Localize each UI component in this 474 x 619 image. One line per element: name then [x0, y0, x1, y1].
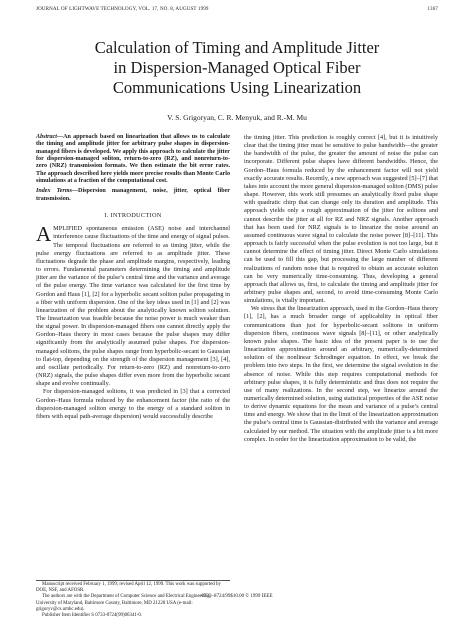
intro-paragraph-1	[36, 222, 230, 388]
footnote-manuscript: Manuscript received February 1, 1999; revised April 12, 1999. This work was supported by DOE, NSF, and AFOSR.	[36, 582, 221, 594]
right-column	[244, 134, 438, 444]
author-list: V. S. Grigoryan, C. R. Menyuk, and R.-M. Mu	[167, 113, 307, 122]
paper-title	[40, 38, 434, 98]
right-paragraph-1: the timing jitter. This prediction is roughly correct [4], but it is intuitively clear that the timing jitter must be sensitive to pulse bandwidth—the greater the bandwidth of the pulse, the greater the amount of noise the pulse can incorporate. Different pulse shapes have different bandwidths. Hence, the Gordon–Haus formula reduced by the enhancement factor will not yield exactly accurate results. Recently, a new approach was suggested [5]–[7] that takes into account the more general dispersion-managed soliton (DMS) pulse shape. However, this work still presumes an analytically fixed pulse shape with quadratic chirp that can change only its duration and amplitude. This approach yields only a rough approximation of the jitter for solitons and cannot describe the jitter at all for RZ and NRZ signals. Another approach that has been used for NRZ signals is to linearize the noise around an assumed continuous wave signal to calculate the noise power [8]–[11]. This approach is fairly successful when the pulse evolution is not too large, but it cannot determine the effect of timing jitter. Direct Monte Carlo simulations can be used to fill this gap, but processing the large number of different realizations of random noise that is required to obtain an accurate solution can be very numerically time-consuming. Thus, developing a general approach that allows us, first, to calculate the timing and amplitude jitter for arbitrary pulse shapes and, second, to avoid time-consuming Monte Carlo simulations, is vitally important.	[244, 134, 438, 305]
abstract	[36, 134, 230, 185]
title-line-2: in Dispersion-Managed Optical Fiber	[113, 58, 361, 77]
running-header	[36, 7, 438, 17]
footnote-affiliation: The authors are with the Department of Computer Science and Electrical Engineering, University of Maryland, Baltimore County, Baltimore, MD 21228 USA (e-mail: grigoryv@cs.umbc.edu).	[36, 594, 211, 612]
footnotes	[36, 580, 230, 619]
journal-name: JOURNAL OF LIGHTWAVE TECHNOLOGY, VOL. 17, NO. 8, AUGUST 1999	[36, 7, 209, 12]
title-line-1: Calculation of Timing and Amplitude Jitter	[94, 38, 380, 57]
page-number: 1367	[427, 7, 438, 12]
index-terms-lead: Index Terms—	[36, 188, 79, 195]
intro-paragraph-1-text: MPLIFIED spontaneous emission (ASE) noise and interchannel interference cause fluctuations of the time and energy of signal pulses. The temporal fluctuations are referred to as timing jitter, while the pulse energy fluctuations are referred to as amplitude jitter. These fluctuations degrade the phase and amplitude margins, respectively, leading to errors. Fundamental parameters determining the timing and amplitude jitter are the variance of the pulse’s central time and the variance and average of the pulse energy. The time variance was calculated for the first time by Gordon and Haus [1], [2] for a hyperbolic secant soliton pulse propagating in a fiber with uniform dispersion. One of the key ideas used in [1] and [2] was linearization of the problem about the analytically known soliton solution. The linearization was feasible because the noise power is much weaker than the signal power. In dispersion-managed fibers one cannot directly apply the Gordon–Haus theory in most cases because the pulse shapes may differ significantly from the analytically assumed pulse shapes. For dispersion-managed solitons, the pulse shapes range from hyperbolic-secant to Gaussian to flat-top, depending on the strength of the dispersion management [3], [4], and oscillate periodically. For return-to-zero (RZ) and nonreturn-to-zero (NRZ) signals, the pulse shapes differ even more from the hyperbolic secant shape and evolve continually.	[36, 225, 230, 388]
left-column	[36, 134, 230, 421]
index-terms	[36, 188, 230, 203]
index-terms-text: Dispersion management, noise, jitter, optical fiber transmission.	[36, 188, 231, 202]
section-heading-introduction: I. INTRODUCTION	[104, 212, 162, 220]
title-line-3: Communications Using Linearization	[112, 78, 362, 97]
abstract-lead: Abstract—	[36, 134, 64, 140]
footnote-identifier: Publisher Item Identifier S 0733-8724(99)06341-0.	[42, 613, 143, 619]
abstract-text: An approach based on linearization that allows us to calculate the timing and amplitude jitter for arbitrary pulse shapes in dispersion-managed fibers is developed. We apply this approach to calculate the jitter for dispersion-managed soliton, return-to-zero (RZ), and nonreturn-to-zero (NRZ) transmission formats. We then estimate the bit error rates. The approach described here yields more precise results than Monte Carlo simulations at a fraction of the computational cost.	[36, 134, 230, 185]
drop-cap: A	[36, 222, 52, 247]
copyright-line: 0733–8724/99$10.00 © 1999 IEEE	[201, 594, 273, 599]
intro-paragraph-2: For dispersion-managed solitons, it was predicted in [3] that a corrected Gordon–Haus formula reduced by the enhancement factor (the ratio of the dispersion-managed soliton energy to the energy of a standard soliton in fibers with equal path-average dispersion) would successfully describe	[36, 388, 230, 420]
right-paragraph-2: We stress that the linearization approach, used in the Gordon–Haus theory [1], [2], has a much broader range of applicability in optical fiber communications than just for hyperbolic-secant solitons in uniform dispersion fibers, continuous wave signals [8]–[11], or other analytically known pulse shapes. The basic idea of the present paper is to use the linearization approximation around an arbitrary, numerically-determined solution of the nonlinear Schrodinger equation. In effect, we break the problem into two steps. In the first, we determine the signal evolution in the absence of noise. While this step requires computational methods for arbitrary pulse shapes, it is fully deterministic and thus does not require the use of many realizations. In the second step, we linearize around the numerically determined solution, using statistical properties of the ASE noise to derive dynamic equations for the mean and variance of a pulse’s central time and energy. We show that in the limit of the linearization approximation the pulse’s central time is Gaussian-distributed with the variance and average calculated by our method. The situation with the amplitude jitter is a bit more complex. In order for the linearization approximation to be valid, the	[244, 305, 438, 443]
